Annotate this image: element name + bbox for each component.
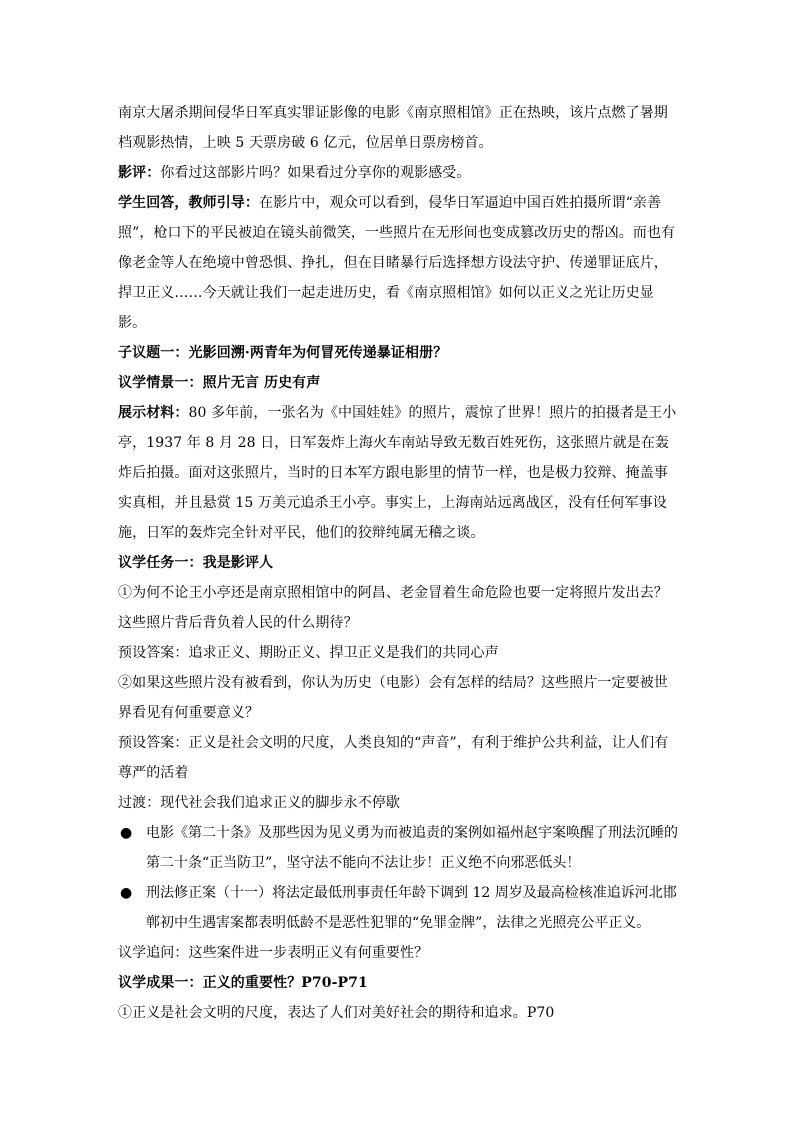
- scene-heading: [118, 368, 679, 398]
- review-text: 你看过这部影片吗？如果看过分享你的观影感受。: [160, 165, 471, 181]
- task-text: 议学任务一：我是影评人: [118, 555, 274, 571]
- sub-topic-heading: [118, 338, 679, 368]
- student-answer-label: 学生回答，教师引导：: [118, 195, 259, 211]
- question-1: ①为何不论王小亭还是南京照相馆中的阿昌、老金冒着生命危险也要一定将照片发出去？这些照片背后背负着人民的什么期待？: [118, 585, 668, 631]
- student-answer-paragraph: [118, 188, 679, 338]
- bullet-dot-icon: ●: [120, 825, 133, 841]
- material-paragraph: [118, 398, 679, 548]
- follow-up-question: 议学追问：这些案件进一步表明正义有何重要性？: [118, 945, 429, 961]
- bullet-item: [118, 878, 679, 938]
- point-1: ①正义是社会文明的尺度，表达了人们对美好社会的期待和追求。P70: [118, 1005, 555, 1021]
- intro-paragraph: 南京大屠杀期间侵华日军真实罪证影像的电影《南京照相馆》正在热映，该片点燃了暑期档观影热情，上映 5 天票房破 6 亿元，位居单日票房榜首。: [118, 105, 668, 151]
- answer-2: 预设答案：正义是社会文明的尺度，人类良知的“声音”，有利于维护公共利益，让人们有尊严的活着: [118, 735, 669, 781]
- bullet-text: 刑法修正案（十一）将法定最低刑事责任年龄下调到 12 周岁及最高检核准追诉河北邯郸初中生遇害案都表明低龄不是恶性犯罪的“免罪金牌”，法律之光照亮公平正义。: [146, 885, 677, 931]
- review-paragraph: [118, 158, 679, 188]
- scene-text: 议学情景一：照片无言 历史有声: [118, 375, 321, 391]
- bullet-text: 电影《第二十条》及那些因为见义勇为而被追责的案例如福州赵宇案唤醒了刑法沉睡的第二十条“正当防卫”，坚守法不能向不法让步！正义绝不向邪恶低头！: [146, 825, 678, 871]
- answer-1: 预设答案：追求正义、期盼正义、捍卫正义是我们的共同心声: [118, 645, 499, 661]
- material-text: 80 多年前，一张名为《中国娃娃》的照片，震惊了世界！照片的拍摄者是王小亭，1937 年 8 月 28 日，日军轰炸上海火车南站导致无数百姓死伤，这张照片就是在轰炸后拍摄。面对这张照片，当时的日本军方跟电影里的情节一样，也是极力狡辩、掩盖事实真相，并且悬赏 15 万美元追杀王小亭。事实上，上海南站远离战区，没有任何军事设施，日军的轰炸完全针对平民，他们的狡辩纯属无稽之谈。: [118, 405, 677, 541]
- result-text: 议学成果一：正义的重要性？P70-P71: [118, 975, 368, 991]
- transition-line: 过渡：现代社会我们追求正义的脚步永不停歇: [118, 795, 400, 811]
- material-label: 展示材料：: [118, 405, 189, 421]
- question-2: ②如果这些照片没有被看到，你认为历史（电影）会有怎样的结局？这些照片一定要被世界看见有何重要意义？: [118, 675, 668, 721]
- sub-topic-text: 子议题一：光影回溯·两青年为何冒死传递暴证相册？: [118, 345, 448, 361]
- bullet-item: [118, 818, 679, 878]
- task-heading: [118, 548, 679, 578]
- bullet-dot-icon: ●: [120, 885, 133, 901]
- student-answer-text: 在影片中，观众可以看到，侵华日军逼迫中国百姓拍摄所谓“亲善照”，枪口下的平民被迫在镜头前微笑，一些照片在无形间也变成篡改历史的帮凶。而也有像老金等人在绝境中曾恐惧、挣扎，但在目睹暴行后选择想方设法守护、传递罪证底片，捍卫正义……今天就让我们一起走进历史，看《南京照相馆》如何以正义之光让历史显影。: [118, 195, 676, 331]
- result-heading: [118, 968, 679, 998]
- review-label: 影评：: [118, 165, 161, 181]
